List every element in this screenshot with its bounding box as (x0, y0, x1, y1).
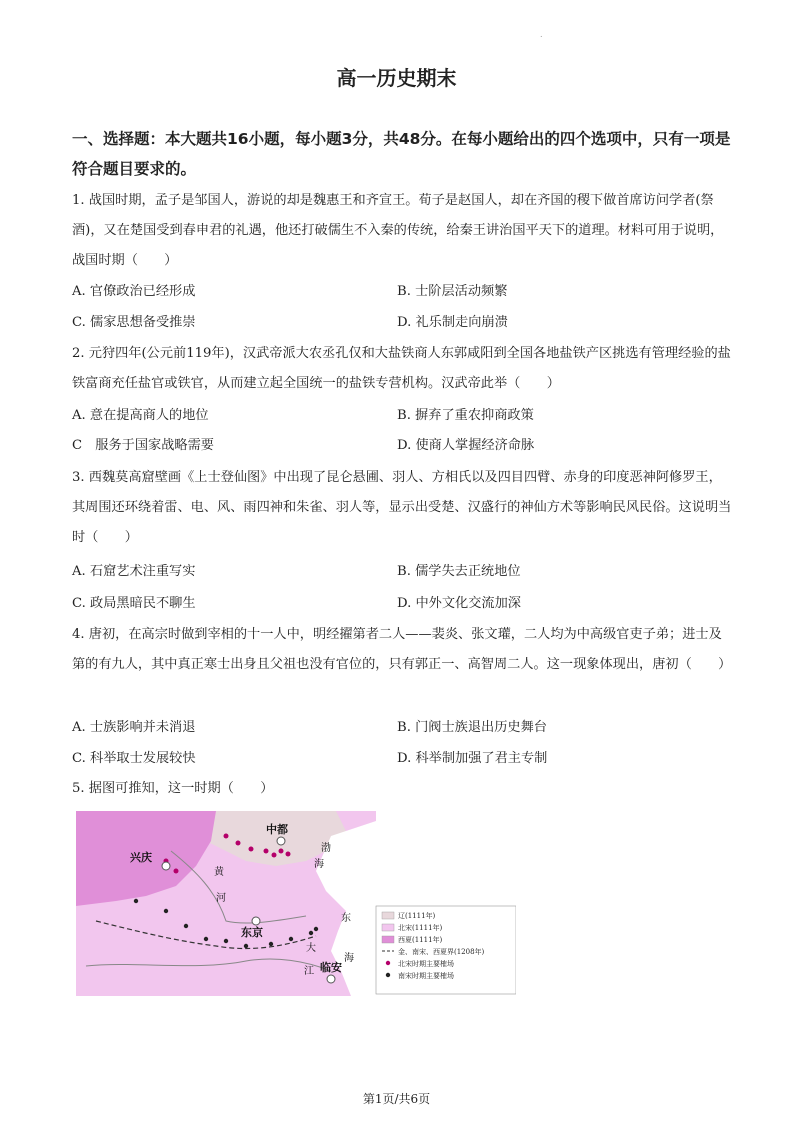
market-dot-s (184, 924, 188, 928)
page-title: 高一历史期末 (336, 66, 457, 90)
label-zhongdu: 中都 (266, 823, 288, 836)
q4-option-a[interactable]: A. 士族影响并未消退 (72, 720, 196, 735)
q4-option-b[interactable]: B. 门阀士族退出历史舞台 (397, 720, 547, 735)
market-dot-n (174, 869, 179, 874)
legend-swatch-north-market (386, 961, 390, 965)
label-huang: 黄 (214, 867, 224, 878)
city-marker-xingqing (162, 862, 170, 870)
legend-north-market: 北宋时期主要榷场 (398, 960, 454, 968)
legend-south-market: 南宋时期主要榷场 (398, 972, 454, 980)
city-marker-linan (327, 975, 335, 983)
label-bo: 渤 (321, 843, 331, 854)
city-marker-zhongdu (277, 837, 285, 845)
market-dot-s (269, 942, 273, 946)
map-legend (376, 906, 516, 994)
section-header: 一、选择题：本大题共16小题，每小题3分，共48分。在每小题给出的四个选项中，只有一项是符合题目要求的。 (72, 130, 731, 178)
label-xingqing: 兴庆 (130, 851, 152, 864)
q1-option-b[interactable]: B. 士阶层活动频繁 (397, 284, 508, 299)
question-1-stem: 1. 战国时期，孟子是邹国人，游说的却是魏惠王和齐宣王。荀子是赵国人，却在齐国的稷下做首席访问学者(祭酒)，又在楚国受到春申君的礼遇，他还打破儒生不入秦的传统，给秦王讲治国平天下的道理。材料可用于说明，战国时期（ ） (72, 193, 724, 268)
question-5-stem: 5. 据图可推知，这一时期（ ） (72, 781, 274, 796)
label-dongjing: 东京 (241, 926, 263, 939)
label-hai-1: 海 (314, 859, 324, 870)
legend-swatch-liao (382, 912, 394, 919)
q1-option-a[interactable]: A. 官僚政治已经形成 (72, 284, 196, 299)
legend-song: 北宋(1111年) (398, 924, 443, 932)
question-2-stem: 2. 元狩四年(公元前119年)，汉武帝派大农丞孔仅和大盐铁商人东郭咸阳到全国各地盐铁产区挑选有管理经验的盐铁富商充任盐官或铁官，从而建立起全国统一的盐铁专营机构。汉武帝此举（ ） (72, 346, 731, 391)
market-dot-s (289, 937, 293, 941)
market-dot-n (249, 847, 254, 852)
q3-option-a[interactable]: A. 石窟艺术注重写实 (72, 564, 196, 579)
market-dot-n (236, 841, 241, 846)
label-linan: 临安 (320, 961, 342, 974)
market-dot-n (279, 849, 284, 854)
label-dong: 东 (341, 913, 351, 924)
legend-swatch-south-market (386, 973, 390, 977)
q2-option-a[interactable]: A. 意在提高商人的地位 (72, 408, 209, 423)
market-dot-n (286, 852, 291, 857)
question-4-stem: 4. 唐初，在高宗时做到宰相的十一人中，明经擢第者二人——裴炎、张文瓘，二人均为中高级官吏子弟；进士及第的有九人，其中真正寒士出身且父祖也没有官位的，只有郭正一、高智周二人。这一现象体现出，唐初（ ） (72, 627, 732, 672)
legend-xixia: 西夏(1111年) (398, 936, 443, 944)
market-dot-s (204, 937, 208, 941)
q4-option-d[interactable]: D. 科举制加强了君主专制 (397, 751, 548, 766)
legend-swatch-xixia (382, 936, 394, 943)
market-dot-s (309, 931, 313, 935)
page-footer: 第1页/共6页 (362, 1092, 431, 1106)
q2-option-b[interactable]: B. 摒弃了重农抑商政策 (397, 408, 534, 423)
q3-option-b[interactable]: B. 儒学失去正统地位 (397, 564, 521, 579)
q2-option-c[interactable]: C 服务于国家战略需要 (72, 438, 214, 453)
legend-liao: 辽(1111年) (398, 912, 436, 920)
legend-border: 金、南宋、西夏界(1208年) (398, 948, 485, 956)
question-3-stem: 3. 西魏莫高窟壁画《上士登仙图》中出现了昆仑悬圃、羽人、方相氏以及四目四臂、赤身的印度恶神阿修罗王，其周围还环绕着雷、电、风、雨四神和朱雀、羽人等，显示出受楚、汉盛行的神仙方术等影响民风民俗。这说明当时（ ） (72, 470, 732, 545)
market-dot-s (314, 927, 318, 931)
q4-option-c[interactable]: C. 科举取士发展较快 (72, 751, 196, 766)
legend-swatch-song (382, 924, 394, 931)
market-dot-s (164, 909, 168, 913)
market-dot-s (134, 899, 138, 903)
market-dot-n (224, 834, 229, 839)
label-hai-2: 海 (344, 953, 354, 964)
label-jiang: 江 (304, 966, 314, 977)
q1-option-c[interactable]: C. 儒家思想备受推崇 (72, 315, 196, 330)
historical-map (76, 811, 516, 996)
market-dot-n (264, 849, 269, 854)
market-dot-s (244, 944, 248, 948)
q3-option-d[interactable]: D. 中外文化交流加深 (397, 596, 521, 611)
market-dot-n (272, 853, 277, 858)
label-he: 河 (216, 893, 226, 904)
q3-option-c[interactable]: C. 政局黑暗民不聊生 (72, 596, 196, 611)
city-marker-dongjing (252, 917, 260, 925)
market-dot-s (224, 939, 228, 943)
label-da: 大 (306, 943, 316, 954)
q2-option-d[interactable]: D. 使商人掌握经济命脉 (397, 438, 535, 453)
q1-option-d[interactable]: D. 礼乐制走向崩溃 (397, 315, 508, 330)
corner-mark: . (540, 30, 543, 39)
